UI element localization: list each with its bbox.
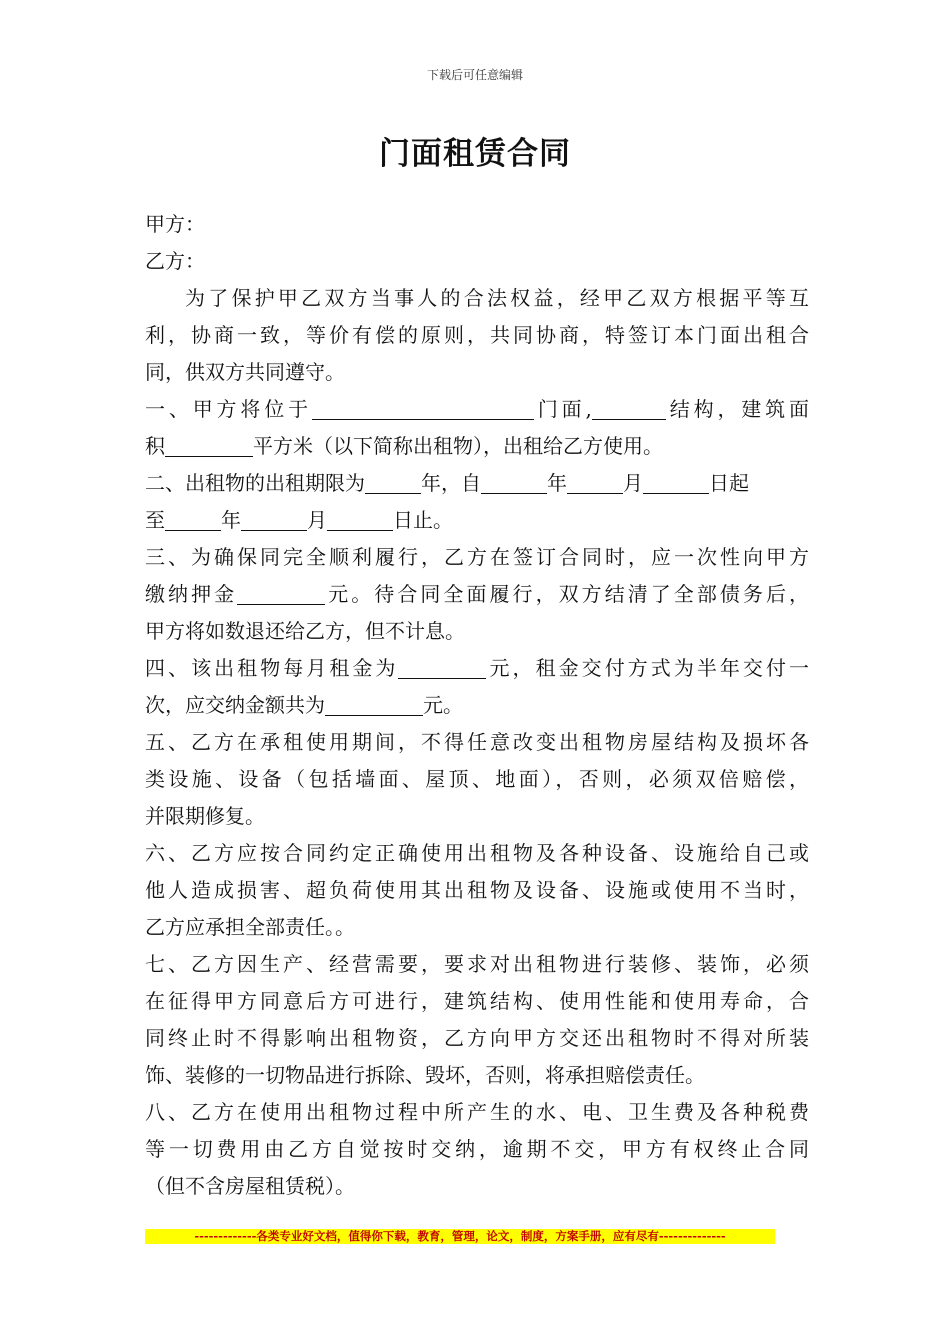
end-year-blank <box>165 508 221 531</box>
intro-line: 同，供双方共同遵守。 <box>145 360 345 384</box>
clause-7-line: 饰、装修的一切物品进行拆除、毁坏，否则，将承担赔偿责任。 <box>145 1063 705 1087</box>
clause-text: 次，应交纳金额共为 <box>145 693 325 717</box>
clause-text: 结构，建筑面 <box>665 397 810 421</box>
clause-6-line: 乙方应承担全部责任。。 <box>145 915 355 939</box>
end-day-blank <box>327 508 393 531</box>
clause-7-line: 在征得甲方同意后方可进行，建筑结构、使用性能和使用寿命，合 <box>145 989 809 1013</box>
clause-4-line <box>145 687 809 724</box>
contract-body <box>145 206 809 1205</box>
clause-3-line: 甲方将如数退还给乙方，但不计息。 <box>145 619 465 643</box>
clause-6-line: 六、乙方应按合同约定正确使用出租物及各种设备、设施给自己或 <box>145 841 809 865</box>
clause-5-line: 五、乙方在承租使用期间，不得任意改变出租物房屋结构及损坏各 <box>145 730 809 754</box>
clause-text: 月 <box>623 471 643 495</box>
location-blank <box>312 397 534 420</box>
clause-text: 元。待合同全面履行，双方结清了全部债务后， <box>325 582 810 606</box>
header-note: 下载后可任意编辑 <box>426 68 523 82</box>
clause-8-line: 等一切费用由乙方自觉按时交纳，逾期不交，甲方有权终止合同 <box>145 1137 809 1161</box>
clause-text: 元，租金交付方式为半年交付一 <box>486 656 810 680</box>
clause-text: 积 <box>145 434 165 458</box>
clause-1-line <box>145 391 809 428</box>
deposit-blank <box>237 582 325 605</box>
monthly-rent-blank <box>398 656 486 679</box>
end-month-blank <box>241 508 307 531</box>
start-year-blank <box>481 471 547 494</box>
start-day-blank <box>643 471 709 494</box>
clause-5-line: 并限期修复。 <box>145 804 265 828</box>
clause-text: 四、该出租物每月租金为 <box>145 656 399 680</box>
start-month-blank <box>567 471 623 494</box>
term-years-blank <box>365 471 421 494</box>
clause-8-line: 八、乙方在使用出租物过程中所产生的水、电、卫生费及各种税费 <box>145 1100 809 1124</box>
clause-text: 门面, <box>533 397 592 421</box>
clause-2-line <box>145 502 809 539</box>
clause-text: 年 <box>221 508 241 532</box>
clause-text: 元。 <box>423 693 463 717</box>
party-a-line: 甲方： <box>145 212 205 236</box>
clause-text: 二、出租物的出租期限为 <box>145 471 365 495</box>
total-amount-blank <box>325 693 423 716</box>
intro-line: 为了保护甲乙双方当事人的合法权益，经甲乙双方根据平等互 <box>185 286 809 310</box>
clause-text: 月 <box>307 508 327 532</box>
party-b-line: 乙方： <box>145 249 205 273</box>
clause-5-line: 类设施、设备（包括墙面、屋顶、地面），否则，必须双倍赔偿， <box>145 767 809 791</box>
clause-text: 日止。 <box>393 508 453 532</box>
clause-7-line: 同终止时不得影响出租物资，乙方向甲方交还出租物时不得对所装 <box>145 1026 809 1050</box>
clause-text: 至 <box>145 508 165 532</box>
structure-blank <box>592 397 666 420</box>
clause-7-line: 七、乙方因生产、经营需要，要求对出租物进行装修、装饰，必须 <box>145 952 809 976</box>
clause-4-line <box>145 650 809 687</box>
clause-text: 平方米（以下简称出租物），出租给乙方使用。 <box>253 434 663 458</box>
area-blank <box>165 434 253 457</box>
clause-text: 日起 <box>709 471 749 495</box>
footer-banner: -------------各类专业好文档，值得你下载，教育，管理，论文，制度，方案手册，应有尽有-------------- <box>145 1229 775 1244</box>
intro-line: 利，协商一致，等价有偿的原则，共同协商，特签订本门面出租合 <box>145 323 809 347</box>
clause-2-line <box>145 465 809 502</box>
document-title: 门面租赁合同 <box>379 136 571 172</box>
clause-1-line <box>145 428 809 465</box>
clause-8-line: （但不含房屋租赁税）。 <box>145 1174 355 1198</box>
clause-6-line: 他人造成损害、超负荷使用其出租物及设备、设施或使用不当时， <box>145 878 809 902</box>
clause-text: 缴纳押金 <box>145 582 238 606</box>
clause-text: 一、甲方将位于 <box>145 397 312 421</box>
clause-text: 年，自 <box>421 471 481 495</box>
clause-3-line: 三、为确保同完全顺利履行，乙方在签订合同时，应一次性向甲方 <box>145 545 809 569</box>
clause-3-line <box>145 576 809 613</box>
clause-text: 年 <box>547 471 567 495</box>
